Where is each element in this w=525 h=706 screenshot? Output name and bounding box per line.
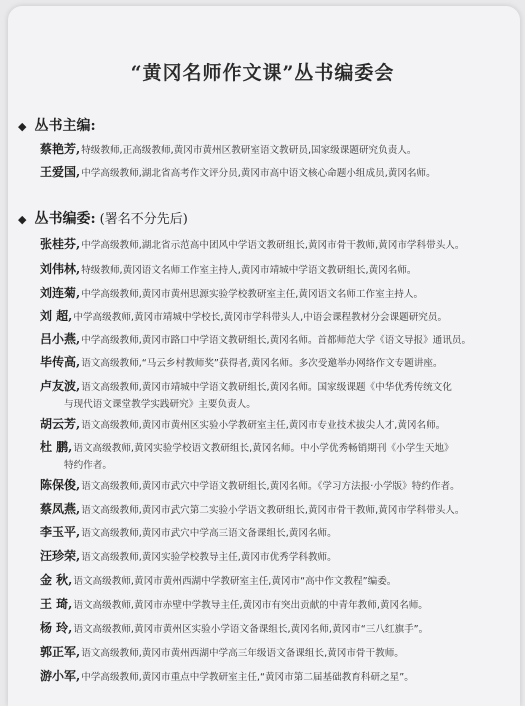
member-name: 杜 鹏, — [40, 440, 73, 454]
member-entry — [40, 524, 510, 542]
member-entry — [40, 644, 510, 662]
member-name: 卢友波, — [40, 379, 81, 393]
member-entry — [40, 416, 510, 434]
member-name: 张桂芬, — [40, 237, 81, 251]
editor-name: 蔡艳芳, — [40, 142, 81, 156]
member-desc: 语文高级教师,黄冈市靖城中学语文教研组长,黄冈名师。国家级课题《中华优秀传统文化 — [81, 382, 452, 393]
member-desc: 语文高级教师,黄冈市黄州西湖中学教研室主任,黄冈市“高中作文教程”编委。 — [73, 576, 397, 587]
member-desc: 中学高级教师,黄冈市黄州思源实验学校教研室主任,黄冈语文名师工作室主持人。 — [81, 289, 424, 300]
member-desc: 语文高级教师,“马云乡村教师奖”获得者,黄冈名师。多次受邀举办网络作文专题讲座。 — [81, 358, 443, 369]
diamond-bullet-icon: ◆ — [18, 120, 27, 133]
member-name: 汪珍荣, — [40, 549, 81, 563]
chief-editors-label: 丛书主编: — [34, 118, 96, 134]
editor-entry — [40, 164, 510, 182]
member-desc: 语文高级教师,黄冈市黄州西湖中学高三年级语文备课组长,黄冈市骨干教师。 — [81, 648, 404, 659]
member-entry — [40, 620, 510, 638]
member-desc-continued: 特约作者。 — [64, 460, 112, 471]
chief-editors-heading — [18, 115, 96, 135]
member-name: 刘伟林, — [40, 262, 81, 276]
member-desc-continued: 与现代语文课堂教学实践研究》主要负责人。 — [64, 399, 256, 410]
member-desc: 语文高级教师,黄冈市武穴第二实验小学语文教研组长,黄冈市骨干教师,黄冈市学科带头人。 — [81, 505, 465, 516]
member-name: 刘连菊, — [40, 286, 81, 300]
member-name: 吕小燕, — [40, 332, 81, 346]
member-entry — [40, 596, 510, 614]
board-members-label: 丛书编委: — [34, 211, 96, 227]
member-desc: 中学高级教师,黄冈市靖城中学校长,黄冈市学科带头人,中语会课程教材分会课题研究员。 — [73, 312, 448, 323]
editor-desc: 中学高级教师,湖北省高考作文评分员,黄冈市高中语文核心命题小组成员,黄冈名师。 — [81, 168, 436, 179]
member-entry — [40, 285, 510, 303]
member-desc: 语文高级教师,黄冈实验学校教导主任,黄冈市优秀学科教师。 — [81, 552, 337, 563]
board-members-heading — [18, 208, 188, 228]
diamond-bullet-icon: ◆ — [18, 213, 27, 226]
editor-name: 王爱国, — [40, 165, 81, 179]
member-name: 蔡凤燕, — [40, 502, 81, 516]
member-entry — [40, 548, 510, 566]
member-entry — [40, 236, 510, 254]
member-desc: 语文高级教师,黄冈市赤壁中学教导主任,黄冈市有突出贡献的中青年教师,黄冈名师。 — [73, 600, 428, 611]
member-name: 胡云芳, — [40, 417, 81, 431]
member-entry — [40, 572, 510, 590]
editor-desc: 特级教师,正高级教师,黄冈市黄州区教研室语文教研员,国家级课题研究负责人。 — [81, 145, 417, 156]
member-entry — [40, 261, 510, 279]
member-name: 李玉平, — [40, 525, 81, 539]
member-entry — [40, 477, 510, 495]
member-entry — [40, 378, 510, 413]
member-desc: 中学高级教师,黄冈市重点中学教研室主任,“黄冈市第二届基础教育科研之星”。 — [81, 672, 414, 683]
member-entry — [40, 331, 510, 349]
member-desc: 语文高级教师,黄冈市黄州区实验小学语文备课组长,黄冈名师,黄冈市“三八红旗手”。 — [73, 624, 429, 635]
member-entry — [40, 354, 510, 372]
member-name: 陈保俊, — [40, 478, 81, 492]
member-desc: 语文高级教师,黄冈市武穴中学高三语文备课组长,黄冈名师。 — [81, 528, 337, 539]
member-desc: 语文高级教师,黄冈市武穴中学语文教研组长,黄冈名师。《学习方法报·小学版》特约作者。 — [81, 481, 460, 492]
member-name: 杨 玲, — [40, 621, 73, 635]
editor-entry — [40, 141, 510, 159]
member-desc: 语文高级教师,黄冈市黄州区实验小学教研室主任,黄冈市专业技术拔尖人才,黄冈名师。 — [81, 420, 446, 431]
member-desc: 中学高级教师,黄冈市路口中学语文教研组长,黄冈名师。首都师范大学《语文导报》通讯员。 — [81, 335, 472, 346]
member-desc: 中学高级教师,湖北省示范高中团风中学语文教研组长,黄冈市骨干教师,黄冈市学科带头人。 — [81, 240, 465, 251]
member-name: 王 琦, — [40, 597, 73, 611]
board-members-note: (署名不分先后) — [99, 212, 188, 227]
member-desc: 特级教师,黄冈语文名师工作室主持人,黄冈市靖城中学语文教研组长,黄冈名师。 — [81, 265, 417, 276]
page-title: “黄冈名师作文课”丛书编委会 — [130, 62, 395, 84]
member-name: 郭正军, — [40, 645, 81, 659]
member-desc: 语文高级教师,黄冈实验学校语文教研组长,黄冈名师。中小学优秀畅销期刊《小学生天地》 — [73, 443, 454, 454]
member-entry — [40, 308, 510, 326]
member-entry — [40, 501, 510, 519]
member-name: 游小军, — [40, 669, 81, 683]
member-entry — [40, 668, 510, 686]
member-name: 金 秋, — [40, 573, 73, 587]
member-name: 刘 超, — [40, 309, 73, 323]
member-entry — [40, 439, 510, 474]
member-name: 毕传高, — [40, 355, 81, 369]
